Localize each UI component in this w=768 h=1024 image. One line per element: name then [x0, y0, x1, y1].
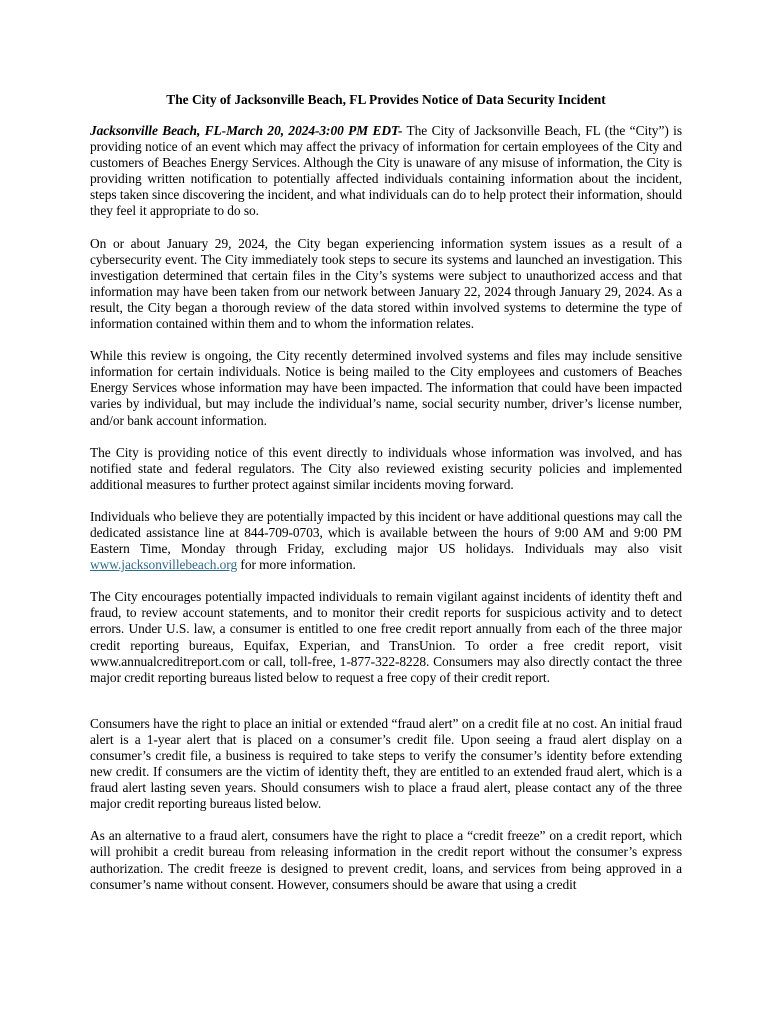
- paragraph-assistance-line: [90, 509, 682, 573]
- paragraph-impacted-information: While this review is ongoing, the City recently determined involved systems and files may include sensitive information for certain individuals. Notice is being mailed to the City employees and customers of Beaches Energy Services whose information may have been impacted. The information that could have been impacted varies by individual, but may include the individual’s name, social security number, driver’s license number, and/or bank account information.: [90, 348, 682, 428]
- paragraph-credit-freeze: As an alternative to a fraud alert, consumers have the right to place a “credit freeze” on a credit report, which will prohibit a credit bureau from releasing information in the credit report without the consumer’s express authorization. The credit freeze is designed to prevent credit, loans, and services from being approved in a consumer’s name without consent. However, consumers should be aware that using a credit: [90, 828, 682, 892]
- paragraph-incident-timeline: On or about January 29, 2024, the City began experiencing information system issues as a result of a cybersecurity event. The City immediately took steps to secure its systems and launched an investigation. This investigation determined that certain files in the City’s systems were subject to unauthorized access and that information may have been taken from our network between January 22, 2024 through January 29, 2024. As a result, the City began a thorough review of the data stored within involved systems to determine the type of information contained within them and to whom the information relates.: [90, 235, 682, 332]
- paragraph-credit-reports: The City encourages potentially impacted individuals to remain vigilant against incidents of identity theft and fraud, to review account statements, and to monitor their credit reports for suspicious activity and to detect errors. Under U.S. law, a consumer is entitled to one free credit report annually from each of the three major credit reporting bureaus, Equifax, Experian, and TransUnion. To order a free credit report, visit www.annualcreditreport.com or call, toll-free, 1-877-322-8228. Consumers may also directly contact the three major credit reporting bureaus listed below to request a free copy of their credit report.: [90, 589, 682, 685]
- paragraph-notice-to-individuals: The City is providing notice of this event directly to individuals whose information was involved, and has notified state and federal regulators. The City also reviewed existing security policies and implemented additional measures to further protect against similar incidents moving forward.: [90, 444, 682, 492]
- paragraph-fraud-alert: Consumers have the right to place an initial or extended “fraud alert” on a credit file at no cost. An initial fraud alert is a 1-year alert that is placed on a consumer’s credit file. Upon seeing a fraud alert display on a consumer’s credit file, a business is required to take steps to verify the consumer’s identity before extending new credit. If consumers are the victim of identity theft, they are entitled to an extended fraud alert, which is a fraud alert lasting seven years. Should consumers wish to place a fraud alert, please contact any of the three major credit reporting bureaus listed below.: [90, 715, 682, 812]
- paragraph-intro: [90, 123, 682, 220]
- document-page: [90, 92, 682, 909]
- city-website-link[interactable]: www.jacksonvillebeach.org: [90, 557, 238, 573]
- assistance-text-end: for more information.: [237, 557, 356, 573]
- document-title: The City of Jacksonville Beach, FL Provides Notice of Data Security Incident: [166, 92, 606, 107]
- assistance-text: Individuals who believe they are potentially impacted by this incident or have additional questions may call the dedicated assistance line at 844-709-0703, which is available between the hours of 9:00 AM and 9:00 PM Eastern Time, Monday through Friday, excluding major US holidays. Individuals may also visit: [90, 508, 682, 557]
- dateline: Jacksonville Beach, FL-March 20, 2024-3:00 PM EDT-: [90, 123, 403, 138]
- intro-text: The City of Jacksonville Beach, FL (the “City”) is providing notice of an event which may affect the privacy of information for certain employees of the City and customers of Beaches Energy Services. Although the City is unaware of any misuse of information, the City is providing written notification to potentially affected individuals containing information about the incident, steps taken since discovering the incident, and what individuals can do to help protect their information, should they feel it appropriate to do so.: [90, 123, 682, 219]
